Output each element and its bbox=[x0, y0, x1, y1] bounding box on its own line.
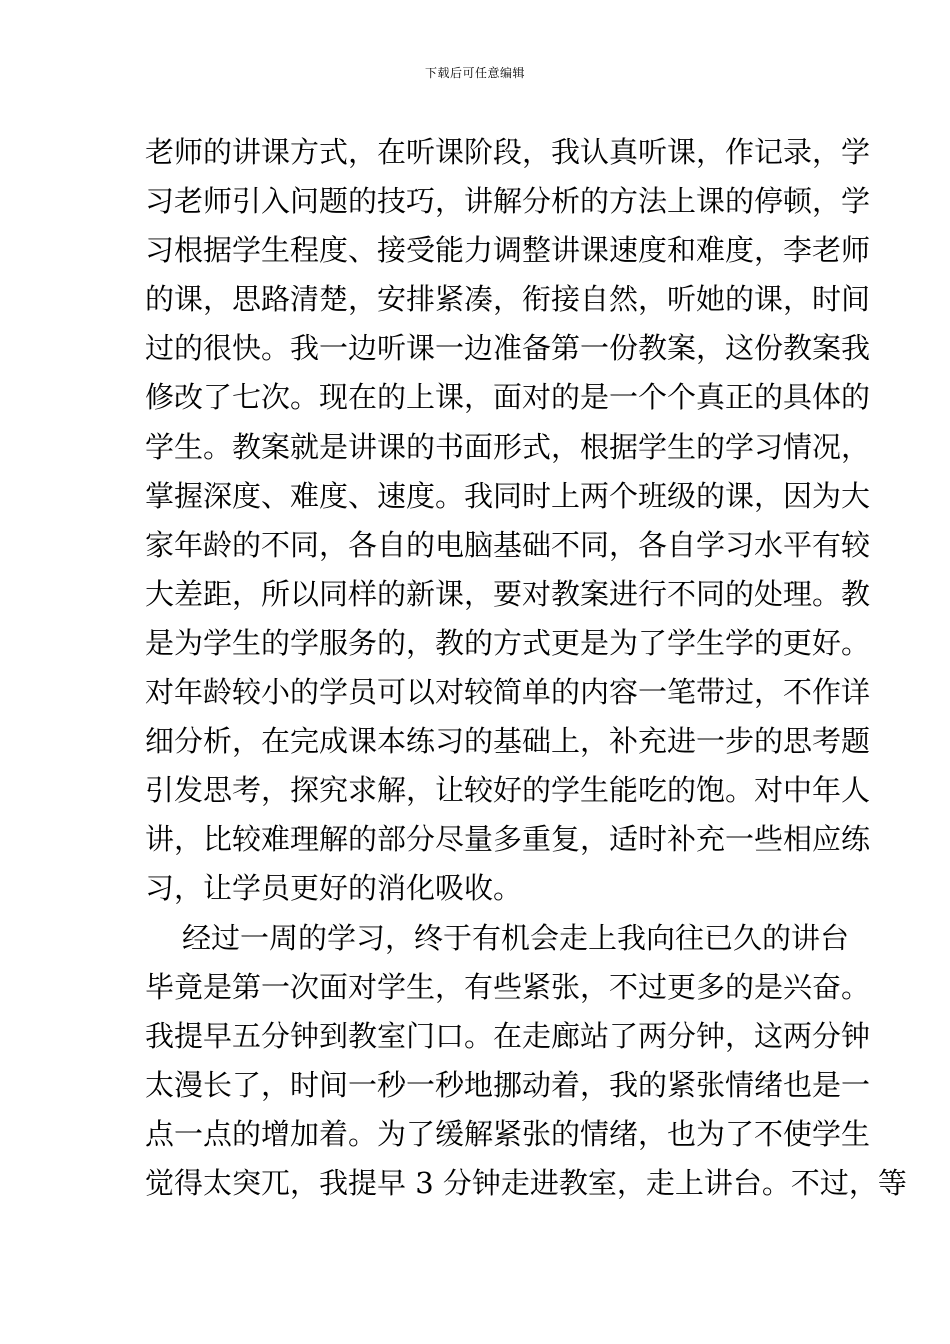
text-line: 学生。教案就是讲课的书面形式，根据学生的学习情况， bbox=[145, 429, 871, 464]
paragraph-2 bbox=[145, 914, 907, 1209]
text-line: 觉得太突兀，我提早 3 分钟走进教室，走上讲台。不过，等 bbox=[145, 1165, 907, 1200]
page-header-note: 下载后可任意编辑 bbox=[424, 66, 525, 80]
text-line: 细分析，在完成课本练习的基础上，补充进一步的思考题 bbox=[145, 724, 871, 759]
text-line: 修改了七次。现在的上课，面对的是一个个真正的具体的 bbox=[145, 380, 871, 415]
text-line: 过的很快。我一边听课一边准备第一份教案，这份教案我 bbox=[145, 331, 871, 366]
text-line: 太漫长了，时间一秒一秒地挪动着，我的紧张情绪也是一 bbox=[145, 1067, 871, 1102]
document-body bbox=[145, 128, 907, 1208]
text-line: 习根据学生程度、接受能力调整讲课速度和难度，李老师 bbox=[145, 233, 871, 268]
text-line: 对年龄较小的学员可以对较简单的内容一笔带过，不作详 bbox=[145, 675, 871, 710]
text-line: 家年龄的不同，各自的电脑基础不同，各自学习水平有较 bbox=[145, 527, 871, 562]
text-line: 习老师引入问题的技巧，讲解分析的方法上课的停顿，学 bbox=[145, 184, 871, 219]
text-line: 讲，比较难理解的部分尽量多重复，适时补充一些相应练 bbox=[145, 822, 871, 857]
text-line: 掌握深度、难度、速度。我同时上两个班级的课，因为大 bbox=[145, 478, 871, 513]
text-line: 大差距，所以同样的新课，要对教案进行不同的处理。教 bbox=[145, 576, 871, 611]
paragraph-1 bbox=[145, 128, 871, 914]
text-line: 经过一周的学习，终于有机会走上我向往已久的讲台 bbox=[182, 920, 850, 955]
text-line: 引发思考，探究求解，让较好的学生能吃的饱。对中年人 bbox=[145, 773, 871, 808]
text-line: 老师的讲课方式，在听课阶段，我认真听课，作记录，学 bbox=[145, 135, 871, 169]
text-line: 毕竟是第一次面对学生，有些紧张，不过更多的是兴奋。 bbox=[145, 969, 871, 1004]
text-line: 的课，思路清楚，安排紧凑，衔接自然，听她的课，时间 bbox=[145, 282, 871, 317]
text-line: 我提早五分钟到教室门口。在走廊站了两分钟，这两分钟 bbox=[145, 1018, 871, 1053]
text-line: 是为学生的学服务的，教的方式更是为了学生学的更好。 bbox=[145, 625, 871, 660]
text-line: 点一点的增加着。为了缓解紧张的情绪，也为了不使学生 bbox=[145, 1116, 871, 1151]
text-line: 习，让学员更好的消化吸收。 bbox=[145, 871, 523, 906]
